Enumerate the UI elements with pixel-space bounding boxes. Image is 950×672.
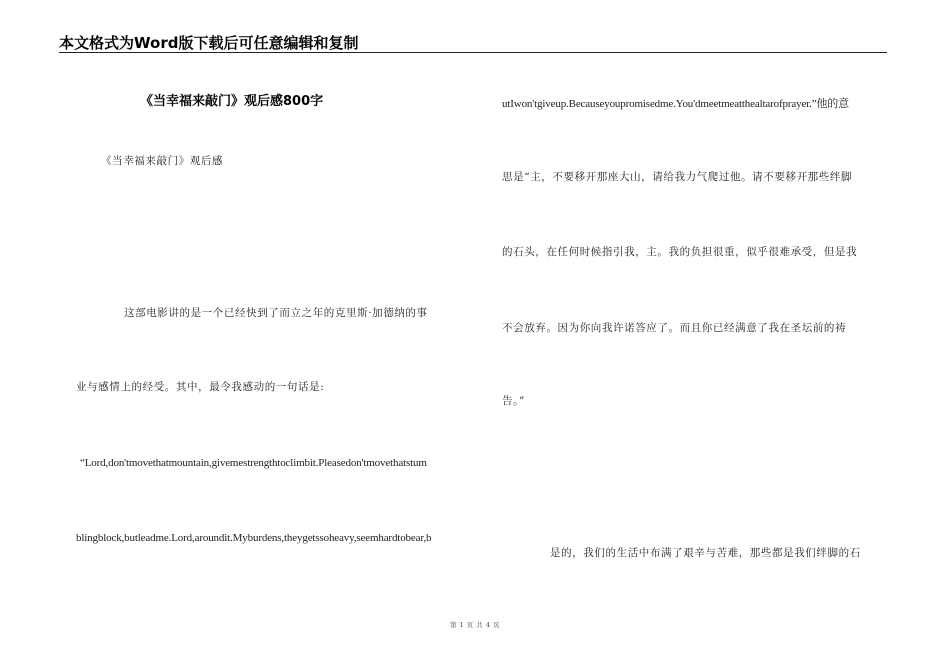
paragraph-line: utIwon'tgiveup.Becauseyoupromisedme.You'dmeetmeatthealtarofprayer.”他的意 — [502, 98, 850, 110]
document-title: 《当幸福来敲门》观后感800字 — [140, 94, 324, 109]
paragraph-line: blingblock,butleadme.Lord,aroundit.Myburdens,theygetssoheavy,seemhardtobear,b — [76, 532, 432, 544]
paragraph-line: “Lord,don'tmovethatmountain,givemestrengthtoclimbit.Pleasedon'tmovethatstum — [80, 457, 427, 469]
paragraph-line: 这部电影讲的是一个已经快到了而立之年的克里斯·加德纳的事 — [124, 307, 428, 319]
header-divider — [59, 52, 887, 53]
page-number: 第 1 页 共 4 页 — [449, 621, 501, 629]
paragraph-line: 是的，我们的生活中布满了艰辛与苦难，那些都是我们绊脚的石 — [550, 547, 861, 559]
paragraph-line: 告。” — [502, 395, 525, 407]
subtitle-line: 《当幸福来敲门》观后感 — [101, 155, 224, 167]
header-title: 本文格式为Word版下载后可任意编辑和复制 — [59, 34, 359, 52]
paragraph-line: 不会放弃。因为你向我许诺答应了。而且你已经满意了我在圣坛前的祷 — [502, 322, 847, 334]
paragraph-line: 思是“主，不要移开那座大山，请给我力气爬过他。请不要移开那些绊脚 — [502, 171, 853, 183]
paragraph-line: 的石头，在任何时候指引我，主。我的负担很重，似乎很难承受，但是我 — [502, 246, 858, 258]
paragraph-line: 业与感情上的经受。其中，最令我感动的一句话是: — [76, 381, 325, 393]
